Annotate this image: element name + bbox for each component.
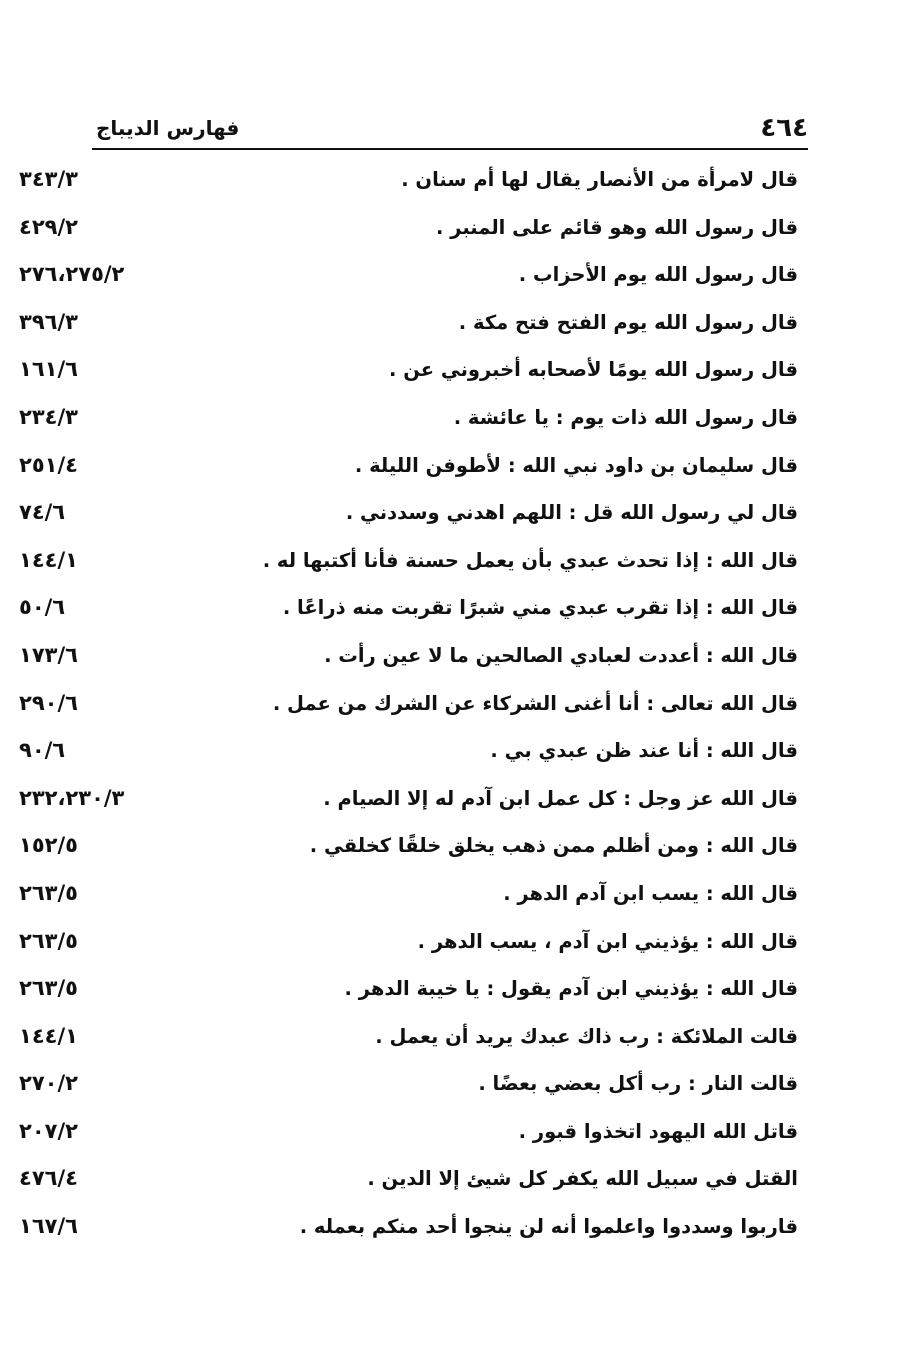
index-entry (0, 489, 899, 537)
index-entry (0, 1013, 899, 1061)
entry-text: قال الله : إذا تقرب عبدي مني شبرًا تقربت منه ذراعًا . (282, 596, 798, 620)
running-title: فهارس الديباج (96, 116, 240, 140)
entry-text: قال الله تعالى : أنا أغنى الشركاء عن الشرك من عمل . (272, 691, 798, 715)
index-entry (0, 1155, 899, 1203)
index-entry (0, 1203, 899, 1251)
entry-reference: ٢٩٠/٦ (19, 690, 78, 715)
entry-reference: ٢٧٦،٢٧٥/٢ (19, 262, 125, 287)
entry-reference: ٥٠/٦ (19, 595, 66, 620)
entry-text: قال الله عز وجل : كل عمل ابن آدم له إلا الصيام . (323, 786, 798, 810)
entry-reference: ٩٠/٦ (19, 738, 66, 763)
index-entry (0, 346, 899, 394)
index-entry (0, 632, 899, 680)
index-entry (0, 156, 899, 204)
entry-reference: ٢٣٤/٣ (19, 404, 78, 429)
entry-reference: ٢٥١/٤ (19, 452, 78, 477)
entry-reference: ١٦٧/٦ (19, 1214, 78, 1239)
entry-reference: ٧٤/٦ (19, 500, 66, 525)
index-entry (0, 442, 899, 490)
entry-reference: ٢٦٣/٥ (19, 976, 78, 1001)
entry-reference: ١٥٢/٥ (19, 833, 78, 858)
index-entry (0, 965, 899, 1013)
entry-text: قاربوا وسددوا واعلموا أنه لن ينجوا أحد منكم بعمله . (299, 1215, 798, 1239)
entry-text: قال الله : إذا تحدث عبدي بأن يعمل حسنة فأنا أكتبها له . (262, 548, 798, 572)
entry-reference: ٢٠٧/٢ (19, 1118, 78, 1143)
index-entry (0, 1108, 899, 1156)
entry-text: قالت النار : رب أكل بعضي بعضًا . (478, 1072, 798, 1096)
entry-text: قال الله : يسب ابن آدم الدهر . (503, 881, 798, 905)
entry-text: قاتل الله اليهود اتخذوا قبور . (518, 1119, 798, 1143)
index-entry (0, 727, 899, 775)
entry-text: قال الله : ومن أظلم ممن ذهب يخلق خلقًا كخلقي . (309, 834, 798, 858)
entry-text: قالت الملائكة : رب ذاك عبدك يريد أن يعمل . (375, 1024, 798, 1048)
index-entry (0, 584, 899, 632)
page-number: ٤٦٤ (760, 113, 808, 143)
entry-reference: ١٧٣/٦ (19, 642, 78, 667)
index-entry (0, 870, 899, 918)
entry-text: قال سليمان بن داود نبي الله : لأطوفن الليلة . (354, 453, 798, 477)
entry-reference: ٣٤٣/٣ (19, 167, 78, 191)
index-entry (0, 394, 899, 442)
page-header (92, 108, 808, 150)
index-entry (0, 299, 899, 347)
entry-text: قال رسول الله يومًا لأصحابه أخبروني عن . (389, 358, 798, 382)
entry-reference: ١٤٤/١ (19, 1023, 78, 1048)
index-entry (0, 251, 899, 299)
entry-text: قال الله : أعددت لعبادي الصالحين ما لا عين رأت . (324, 643, 798, 667)
index-entry (0, 537, 899, 585)
entry-reference: ٢٦٣/٥ (19, 928, 78, 953)
index-entry (0, 680, 899, 728)
entry-text: قال رسول الله يوم الأحزاب . (518, 263, 798, 287)
index-entry (0, 775, 899, 823)
entry-reference: ٢٣٢،٢٣٠/٣ (19, 785, 125, 810)
index-entry (0, 918, 899, 966)
entry-reference: ١٦١/٦ (19, 357, 78, 382)
entry-reference: ٤٢٩/٢ (19, 214, 78, 239)
index-entry (0, 1060, 899, 1108)
entry-text: قال الله : يؤذيني ابن آدم ، يسب الدهر . (417, 929, 798, 953)
entry-reference: ٤٧٦/٤ (19, 1166, 78, 1191)
entry-text: قال رسول الله ذات يوم : يا عائشة . (453, 405, 798, 429)
index-entries (0, 156, 899, 1251)
entry-reference: ٢٧٠/٢ (19, 1071, 78, 1096)
entry-reference: ٣٩٦/٣ (19, 309, 78, 334)
entry-text: قال الله : أنا عند ظن عبدي بي . (490, 739, 798, 763)
index-entry (0, 204, 899, 252)
index-entry (0, 822, 899, 870)
entry-text: قال لي رسول الله قل : اللهم اهدني وسددني . (345, 501, 798, 525)
entry-reference: ١٤٤/١ (19, 547, 78, 572)
entry-reference: ٢٦٣/٥ (19, 880, 78, 905)
entry-text: قال الله : يؤذيني ابن آدم يقول : يا خيبة الدهر . (344, 977, 798, 1001)
entry-text: قال رسول الله يوم الفتح فتح مكة . (458, 310, 798, 334)
entry-text: قال رسول الله وهو قائم على المنبر . (436, 215, 798, 239)
entry-text: القتل في سبيل الله يكفر كل شيئ إلا الدين . (367, 1167, 798, 1191)
entry-text: قال لامرأة من الأنصار يقال لها أم سنان . (401, 168, 798, 191)
